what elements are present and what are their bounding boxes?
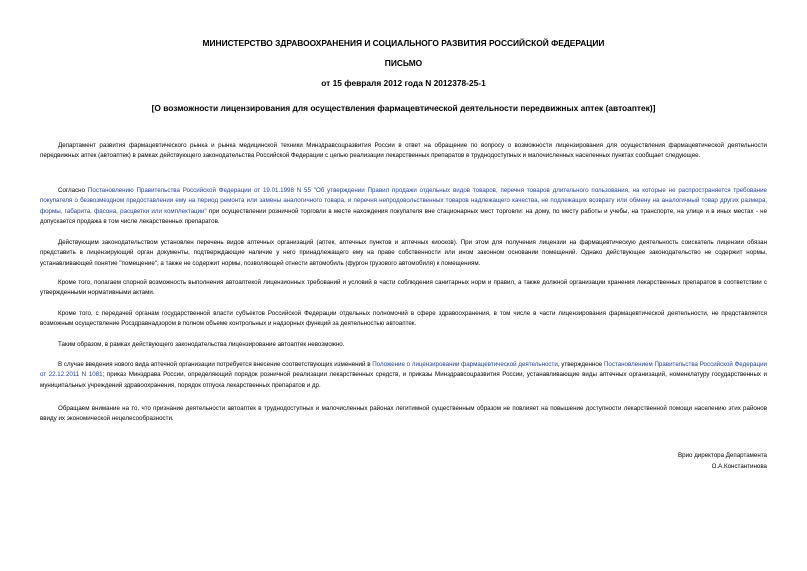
paragraph-2-suffix: при осуществлении розничной торговли в месте нахождения покупателя вне стационарных мест торговли: на дому, по месту работы и учебы, на транспорте, на улице и в иных местах - не допускается продажа в том числе лекарственных препаратов.	[40, 207, 768, 226]
paragraph-8: Обращаем внимание на то, что признание деятельности автоаптек в труднодоступных и малочисленных районах легитимной существенным образом не повлияет на повышение доступности лекарственной помощи населению этих районов ввиду их экономической нецелесообразности.	[40, 405, 767, 423]
document-number-date: от 15 февраля 2012 года N 2012378-25-1	[321, 78, 486, 88]
paragraph-4: Кроме того, полагаем спорной возможность выполнения автоаптекой лицензионных требований и условий в части соблюдения санитарных норм и правил, а также должной организации хранения лекарственных препаратов в соответствии с утвержденными нормативными актами.	[40, 279, 767, 297]
paragraph-7-part-a: В случае введения нового вида аптечной организации потребуется внесение соответствующих изменений в	[58, 361, 373, 368]
document-subject: [О возможности лицензирования для осуществления фармацевтической деятельности передвижных аптек (автоаптек)]	[151, 103, 656, 113]
ministry-heading: МИНИСТЕРСТВО ЗДРАВООХРАНЕНИЯ И СОЦИАЛЬНОГО РАЗВИТИЯ РОССИЙСКОЙ ФЕДЕРАЦИИ	[202, 38, 605, 48]
signatory-title: Врио директора Департамента	[678, 452, 767, 459]
paragraph-6: Таким образом, в рамках действующего законодательства лицензирование автоаптек невозможно.	[58, 341, 345, 348]
decree-1081-link[interactable]: Постановлением Правительства Российской Федерации от 22.12.2011 N 1081	[40, 361, 768, 379]
paragraph-7-part-c: ; приказ Минздрава России, определяющий порядок розничной реализации лекарственных средств, и приказы Минздравсоцразвития России, устанавливающие виды аптечных организаций, номенклатуру государственных и муниципальных учреждений здравоохранения, порядок отпуска лекарственных препаратов и др.	[40, 371, 767, 389]
document-type: ПИСЬМО	[384, 58, 423, 68]
signatory-name: О.А.Константинова	[711, 463, 767, 470]
paragraph-5: Кроме того, с передачей органам государственной власти субъектов Российской Федерации отдельных полномочий в сфере здравоохранения, в том числе в части лицензирования фармацевтической деятельности, не представляется возможным осуществление Росздравнадзором в полном объеме контрольных и надзорных функций за деятельностью автоаптек.	[40, 310, 767, 328]
paragraph-7-part-b: , утвержденное	[557, 361, 604, 368]
paragraph-1: Департамент развития фармацевтического рынка и рынка медицинской техники Минздравсоцразвития России в ответ на обращение по вопросу о возможности лицензирования для осуществления фармацевтической деятельности передвижных аптек (автоаптек) в рамках действующего законодательства Российской Федерации с целью реализации лекарственных препаратов в труднодоступных и малочисленных населенных пунктах сообщает следующее.	[40, 142, 767, 160]
licensing-regulation-link[interactable]: Положение о лицензировании фармацевтической деятельности	[372, 361, 558, 368]
paragraph-7	[40, 360, 767, 391]
paragraph-2-prefix: Согласно	[58, 187, 88, 194]
paragraph-2	[40, 186, 767, 228]
paragraph-3: Действующим законодательством установлен перечень видов аптечных организаций (аптек, аптечных пунктов и аптечных киосков). При этом для получения лицензии на фармацевтическую деятельность соискатель лицензии обязан представить в лицензирующий орган документы, подтверждающие наличие у него принадлежащего ему на праве собственности или ином законном основании помещений. Однако действующее законодательство не содержит нормы, устанавливающей понятие "помещение", а также не содержит нормы, позволяющей отнести автомобиль (фургон грузового автомобиля) к помещениям.	[40, 239, 767, 267]
decree-55-link[interactable]: Постановлению Правительства Российской Федерации от 19.01.1998 N 55 "Об утверждении Правил продажи отдельных видов товаров, перечня товаров длительного пользования, на которые не распространяется требование покупателя о безвозмездном предоставлении ему на период ремонта или замены аналогичного товара, и перечня непродовольственных товаров надлежащего качества, не подлежащих возврату или обмену на аналогичный товар других размера, формы, габарита, фасона, расцветки или комплектации"	[40, 187, 767, 215]
